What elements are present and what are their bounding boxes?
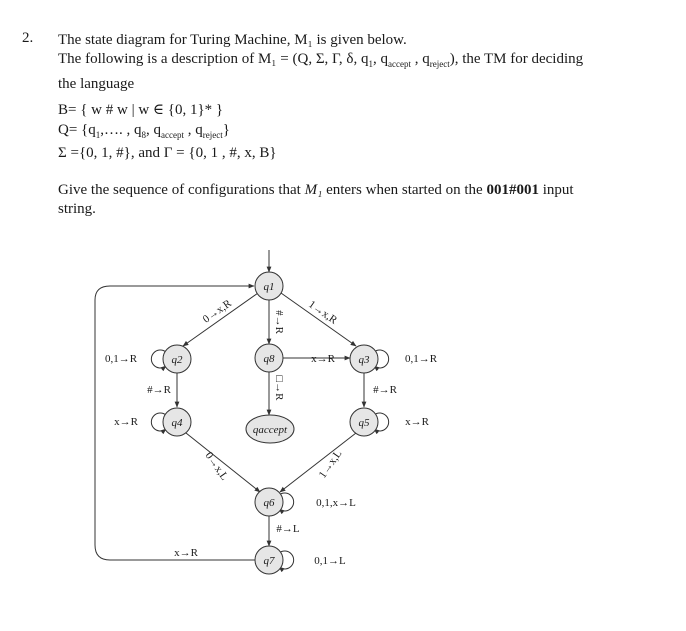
state-q1 <box>255 272 283 300</box>
state-q8-label: q8 <box>263 353 275 365</box>
qset-sub-accept: accept <box>161 130 184 140</box>
label-q3-self: 0,1→R <box>404 353 438 365</box>
qset-sub8: 8 <box>141 130 146 140</box>
label-q4-self: x→R <box>114 416 138 428</box>
label-q2-self: 0,1→R <box>104 353 138 365</box>
edge-q1-q3 <box>281 293 356 346</box>
state-q2-label: q2 <box>171 354 183 366</box>
state-q7 <box>255 546 283 574</box>
label-q8-qaccept: □→R <box>273 375 285 401</box>
label-q1-q2: 0→x,R <box>200 297 234 326</box>
state-qaccept-label: qaccept <box>252 424 288 436</box>
state-q6 <box>255 488 283 516</box>
task-start: Give the sequence of configurations that <box>58 182 305 198</box>
state-q8 <box>255 344 283 372</box>
state-q2 <box>163 345 191 373</box>
line2-start: The following is a description of M₁ = (Q, Σ, Γ, δ, q <box>58 51 369 67</box>
qset-sub-reject: reject <box>202 130 223 140</box>
alphabet-definition: Σ ={0, 1, #}, and Γ = {0, 1 , #, x, B} <box>58 145 277 161</box>
question-line-3: the language <box>58 76 135 92</box>
label-q1-q8: #→R <box>273 310 285 334</box>
task-line-2: string. <box>58 201 96 217</box>
sub-1: 1 <box>368 59 373 69</box>
task-machine: M₁ <box>304 182 323 198</box>
state-q7-label: q7 <box>263 555 275 567</box>
label-q5-self: x→R <box>405 416 429 428</box>
label-q8-q3: x→R <box>311 353 335 365</box>
state-q4 <box>163 408 191 436</box>
line2-end: ), the TM for deciding <box>449 51 584 67</box>
line2-mid2: , q <box>410 51 430 67</box>
sub-accept: accept <box>387 59 411 69</box>
state-q3 <box>350 345 378 373</box>
state-q4-label: q4 <box>171 417 183 429</box>
language-definition: B= { w # w | w ∈ {0, 1}* } <box>58 102 224 118</box>
state-q5 <box>350 408 378 436</box>
label-q5-q6: 1→x,L <box>316 447 345 481</box>
qset-start: Q= {q <box>58 122 96 138</box>
state-q1-label: q1 <box>263 281 275 293</box>
question-number: 2. <box>22 30 34 46</box>
label-q6-self: 0,1,x→L <box>316 497 356 509</box>
edge-q5-q6 <box>280 433 356 492</box>
state-q5-label: q5 <box>358 417 370 429</box>
line2-mid: , q <box>372 51 388 67</box>
qset-end: } <box>222 122 230 138</box>
label-q7-q1: x→R <box>174 547 198 559</box>
task-end: input <box>538 182 574 198</box>
task-input-string: 001#001 <box>486 182 539 198</box>
label-q6-q7: #→L <box>276 523 300 535</box>
sub-reject: reject <box>429 59 450 69</box>
state-q6-label: q6 <box>263 497 275 509</box>
label-q3-q5: #→R <box>373 384 397 396</box>
state-qaccept <box>246 415 294 443</box>
qset-sub1: 1 <box>95 130 101 140</box>
qset-mid3: , q <box>183 122 203 138</box>
label-q4-q6: 0→x,L <box>202 449 231 483</box>
qset-mid2: , q <box>146 122 161 138</box>
edge-q4-q6 <box>186 433 260 492</box>
label-q1-q3: 1→x,R <box>306 298 340 327</box>
state-q3-label: q3 <box>358 354 370 366</box>
label-q2-q4: #→R <box>147 384 171 396</box>
task-mid: enters when started on the <box>322 182 487 198</box>
qset-mid: ,…. , q <box>100 122 142 138</box>
question-line-1: The state diagram for Turing Machine, M₁ is given below. <box>58 32 407 48</box>
label-q7-self: 0,1→L <box>314 555 346 567</box>
